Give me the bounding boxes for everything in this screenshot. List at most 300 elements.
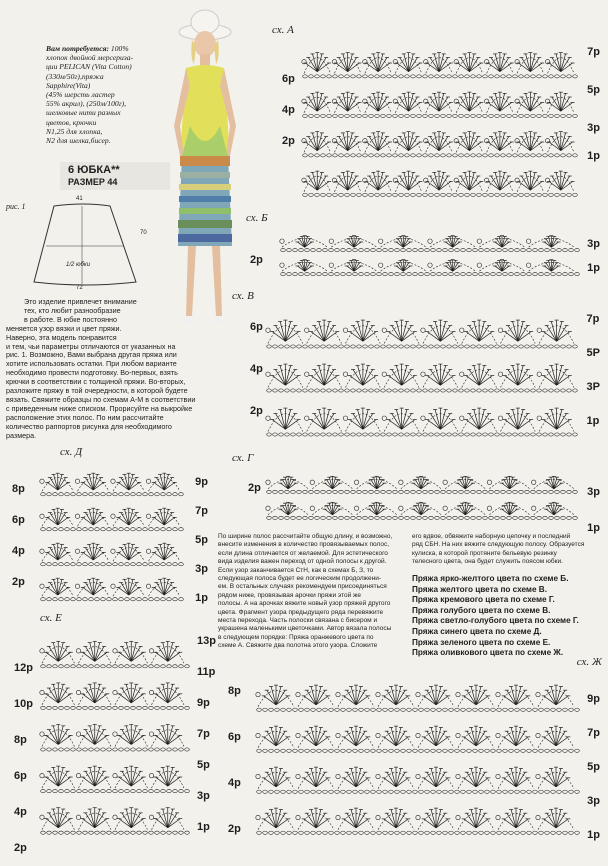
- intro-line: с приведенным ниже списком. Прорисуйте на выкройке: [6, 403, 193, 413]
- double-crochet-icon: [288, 480, 294, 489]
- chain-stitch-icon: [473, 272, 478, 275]
- chain-stitch-icon: [371, 749, 376, 752]
- chain-stitch-icon: [467, 831, 472, 834]
- intro-line: Это изделие привлечет внимание: [24, 297, 137, 306]
- picot-icon: [149, 732, 153, 736]
- row-label: 2р: [14, 842, 27, 854]
- chart-d-left-rows: [12, 474, 25, 598]
- double-crochet-icon: [168, 730, 177, 745]
- picot-icon: [354, 506, 358, 510]
- chain-stitch-icon: [537, 490, 542, 493]
- chain-stitch-icon: [471, 516, 476, 519]
- chain-stitch-icon: [333, 490, 338, 493]
- chain-stitch-icon: [413, 749, 418, 752]
- chain-stitch-icon: [77, 528, 82, 531]
- picot-icon: [537, 416, 541, 420]
- chain-stitch-icon: [309, 193, 314, 196]
- picot-icon: [40, 479, 44, 483]
- chain-stitch-icon: [489, 193, 494, 196]
- double-crochet-icon: [122, 688, 131, 703]
- chain-stitch-icon: [53, 789, 58, 792]
- stripe-item: Пряжа голубого цвета по схеме В.: [412, 605, 551, 615]
- chain-stitch-icon: [563, 708, 568, 711]
- chain-stitch-icon: [537, 75, 542, 78]
- double-crochet-icon: [547, 772, 556, 787]
- intro-line: рис. 1. Возможно, Вами выбрана другая пряжа или: [6, 350, 177, 360]
- chain-stitch-icon: [447, 75, 452, 78]
- chain-stitch-icon: [471, 114, 476, 117]
- chain-stitch-icon: [461, 749, 466, 752]
- chain-stitch-icon: [455, 248, 460, 251]
- chain-stitch-icon: [431, 790, 436, 793]
- chain-stitch-icon: [563, 749, 568, 752]
- double-crochet-icon: [93, 513, 101, 525]
- double-crochet-icon: [396, 690, 405, 705]
- chain-stitch-icon: [429, 75, 434, 78]
- picot-icon: [456, 774, 460, 778]
- picot-icon: [111, 514, 115, 518]
- chain-stitch-icon: [101, 563, 106, 566]
- chain-stitch-icon: [381, 433, 386, 436]
- chain-stitch-icon: [477, 75, 482, 78]
- chain-stitch-icon: [315, 490, 320, 493]
- chain-stitch-icon: [381, 75, 386, 78]
- chart-v-left-rows: [250, 316, 263, 422]
- chain-stitch-icon: [321, 433, 326, 436]
- double-crochet-icon: [387, 690, 396, 705]
- chain-stitch-icon: [149, 665, 154, 668]
- chain-stitch-icon: [521, 708, 526, 711]
- chain-stitch-icon: [149, 528, 154, 531]
- chain-stitch-icon: [431, 708, 436, 711]
- picot-icon: [498, 416, 502, 420]
- chain-stitch-icon: [77, 789, 82, 792]
- chain-stitch-icon: [377, 831, 382, 834]
- chain-stitch-icon: [491, 272, 496, 275]
- chain-stitch-icon: [417, 75, 422, 78]
- double-crochet-icon: [427, 731, 436, 746]
- picot-icon: [382, 328, 386, 332]
- chain-stitch-icon: [383, 708, 388, 711]
- chain-stitch-icon: [327, 193, 332, 196]
- chain-stitch-icon: [389, 708, 394, 711]
- chain-stitch-icon: [95, 706, 100, 709]
- chain-stitch-icon: [363, 345, 368, 348]
- chain-stitch-icon: [303, 114, 308, 117]
- chain-stitch-icon: [465, 75, 470, 78]
- chain-stitch-icon: [467, 248, 472, 251]
- chain-stitch-icon: [531, 193, 536, 196]
- chain-stitch-icon: [53, 528, 58, 531]
- chain-stitch-icon: [95, 598, 100, 601]
- double-crochet-icon: [440, 326, 450, 342]
- picot-icon: [149, 690, 153, 694]
- chart-a-right-rows: [587, 38, 600, 170]
- center-line: внесите изменения в количество провязываемых полос,: [218, 541, 390, 549]
- double-crochet-icon: [402, 414, 412, 430]
- picot-icon: [336, 733, 340, 737]
- picot-icon: [498, 328, 502, 332]
- double-crochet-icon: [547, 690, 556, 705]
- chain-stitch-icon: [299, 708, 304, 711]
- chain-stitch-icon: [353, 248, 358, 251]
- chain-stitch-icon: [125, 706, 130, 709]
- chain-stitch-icon: [471, 433, 476, 436]
- chain-stitch-icon: [479, 749, 484, 752]
- chain-stitch-icon: [417, 193, 422, 196]
- chart-zh-label: сх. Ж: [576, 656, 602, 668]
- double-crochet-icon: [402, 370, 412, 386]
- chain-stitch-icon: [455, 831, 460, 834]
- chain-stitch-icon: [359, 248, 364, 251]
- double-crochet-icon: [164, 478, 172, 490]
- picot-icon: [487, 480, 491, 484]
- chain-stitch-icon: [59, 665, 64, 668]
- chain-stitch-icon: [567, 516, 572, 519]
- chain-stitch-icon: [341, 749, 346, 752]
- chain-stitch-icon: [357, 345, 362, 348]
- chain-stitch-icon: [357, 389, 362, 392]
- double-crochet-icon: [347, 813, 356, 828]
- chain-stitch-icon: [281, 790, 286, 793]
- chain-stitch-icon: [431, 248, 436, 251]
- row-label: 10р: [14, 698, 33, 710]
- chain-stitch-icon: [483, 433, 488, 436]
- chain-stitch-icon: [533, 272, 538, 275]
- chart-g-right-rows: [587, 474, 600, 546]
- center-line: схеме А. Свяжите два полотна этого узора. Сложите: [218, 642, 378, 650]
- double-crochet-icon: [129, 548, 137, 560]
- picot-icon: [532, 480, 536, 484]
- row-label: 7р: [587, 727, 600, 739]
- row-label: 9р: [587, 693, 600, 705]
- picot-icon: [416, 692, 420, 696]
- double-crochet-icon: [476, 813, 485, 828]
- chain-stitch-icon: [329, 272, 334, 275]
- row-label: 3р: [195, 563, 208, 575]
- chain-stitch-icon: [113, 748, 118, 751]
- chain-stitch-icon: [89, 665, 94, 668]
- chain-stitch-icon: [275, 790, 280, 793]
- picot-icon: [376, 774, 380, 778]
- chain-stitch-icon: [381, 516, 386, 519]
- double-crochet-icon: [469, 370, 479, 386]
- chain-stitch-icon: [173, 528, 178, 531]
- chain-stitch-icon: [545, 248, 550, 251]
- picot-icon: [266, 372, 270, 376]
- chain-stitch-icon: [335, 831, 340, 834]
- double-crochet-icon: [396, 731, 405, 746]
- picot-icon: [496, 774, 500, 778]
- double-crochet-icon: [327, 506, 333, 515]
- double-crochet-icon: [459, 480, 465, 489]
- chain-stitch-icon: [497, 248, 502, 251]
- chain-stitch-icon: [309, 114, 314, 117]
- chain-stitch-icon: [311, 708, 316, 711]
- chain-stitch-icon: [263, 749, 268, 752]
- picot-icon: [378, 263, 382, 267]
- chain-stitch-icon: [317, 831, 322, 834]
- chain-stitch-icon: [441, 193, 446, 196]
- chain-stitch-icon: [269, 831, 274, 834]
- picot-icon: [296, 815, 300, 819]
- chain-stitch-icon: [375, 516, 380, 519]
- double-crochet-icon: [93, 548, 101, 560]
- chain-stitch-icon: [149, 706, 154, 709]
- double-crochet-icon: [122, 813, 131, 828]
- chain-stitch-icon: [377, 248, 382, 251]
- chain-stitch-icon: [273, 490, 278, 493]
- double-crochet-icon: [353, 414, 363, 430]
- chain-stitch-icon: [185, 665, 190, 668]
- chain-stitch-icon: [447, 193, 452, 196]
- chain-stitch-icon: [441, 75, 446, 78]
- chain-stitch-icon: [359, 831, 364, 834]
- chain-stitch-icon: [401, 831, 406, 834]
- chain-stitch-icon: [321, 193, 326, 196]
- chain-stitch-icon: [291, 389, 296, 392]
- chain-stitch-icon: [179, 665, 184, 668]
- intro-line: размера.: [6, 430, 37, 440]
- chain-stitch-icon: [435, 114, 440, 117]
- stripe-item: Пряжа желтого цвета по схеме В.: [412, 584, 547, 594]
- double-crochet-icon: [353, 326, 363, 342]
- double-crochet-icon: [436, 731, 445, 746]
- picot-icon: [532, 506, 536, 510]
- chain-stitch-icon: [47, 748, 52, 751]
- row-label: 2р: [250, 254, 263, 266]
- double-crochet-icon: [156, 583, 164, 595]
- chain-stitch-icon: [53, 598, 58, 601]
- chain-stitch-icon: [429, 193, 434, 196]
- double-crochet-icon: [85, 646, 94, 661]
- figure-side-measure: 70: [140, 230, 147, 236]
- chain-stitch-icon: [549, 345, 554, 348]
- picot-icon: [75, 514, 79, 518]
- chain-stitch-icon: [299, 749, 304, 752]
- picot-icon: [75, 549, 79, 553]
- chain-stitch-icon: [399, 75, 404, 78]
- center-text: [218, 533, 408, 651]
- chain-stitch-icon: [119, 493, 124, 496]
- chain-stitch-icon: [429, 433, 434, 436]
- chain-stitch-icon: [435, 193, 440, 196]
- chain-stitch-icon: [311, 831, 316, 834]
- chain-stitch-icon: [549, 154, 554, 157]
- chain-stitch-icon: [515, 272, 520, 275]
- chain-stitch-icon: [531, 154, 536, 157]
- chain-stitch-icon: [539, 790, 544, 793]
- chain-stitch-icon: [53, 831, 58, 834]
- chain-stitch-icon: [107, 706, 112, 709]
- picot-icon: [111, 549, 115, 553]
- chain-stitch-icon: [315, 516, 320, 519]
- double-crochet-icon: [58, 771, 67, 786]
- double-crochet-icon: [276, 772, 285, 787]
- chain-stitch-icon: [347, 248, 352, 251]
- chain-stitch-icon: [77, 748, 82, 751]
- double-crochet-icon: [396, 772, 405, 787]
- chain-stitch-icon: [89, 831, 94, 834]
- chain-stitch-icon: [395, 708, 400, 711]
- chain-stitch-icon: [405, 193, 410, 196]
- double-crochet-icon: [50, 478, 58, 490]
- chain-stitch-icon: [519, 75, 524, 78]
- chain-stitch-icon: [365, 272, 370, 275]
- chain-stitch-icon: [563, 831, 568, 834]
- chain-stitch-icon: [185, 706, 190, 709]
- double-crochet-icon: [85, 688, 94, 703]
- chain-stitch-icon: [143, 493, 148, 496]
- picot-icon: [40, 584, 44, 588]
- chain-stitch-icon: [381, 193, 386, 196]
- chain-stitch-icon: [299, 248, 304, 251]
- chain-stitch-icon: [501, 389, 506, 392]
- chain-stitch-icon: [291, 345, 296, 348]
- chain-stitch-icon: [71, 528, 76, 531]
- chain-stitch-icon: [515, 831, 520, 834]
- chain-stitch-icon: [459, 490, 464, 493]
- double-crochet-icon: [95, 646, 104, 661]
- chain-stitch-icon: [315, 345, 320, 348]
- double-crochet-icon: [436, 772, 445, 787]
- chain-stitch-icon: [371, 831, 376, 834]
- chain-stitch-icon: [449, 831, 454, 834]
- chain-stitch-icon: [395, 749, 400, 752]
- chain-stitch-icon: [417, 516, 422, 519]
- chain-stitch-icon: [531, 75, 536, 78]
- chain-stitch-icon: [359, 749, 364, 752]
- chart-v-label: сх. В: [232, 290, 254, 302]
- double-crochet-icon: [467, 690, 476, 705]
- chain-stitch-icon: [113, 528, 118, 531]
- chain-stitch-icon: [525, 114, 530, 117]
- center-line: следующая полоса будет ее логическим продолжени-: [218, 575, 381, 583]
- chain-stitch-icon: [509, 248, 514, 251]
- stripe-item: Пряжа оливкового цвета по схеме Ж.: [412, 648, 564, 658]
- chain-stitch-icon: [477, 433, 482, 436]
- chain-stitch-icon: [411, 389, 416, 392]
- chain-stitch-icon: [329, 248, 334, 251]
- chain-stitch-icon: [515, 749, 520, 752]
- chain-stitch-icon: [423, 389, 428, 392]
- chain-stitch-icon: [525, 75, 530, 78]
- chain-stitch-icon: [435, 516, 440, 519]
- chain-stitch-icon: [527, 272, 532, 275]
- chain-stitch-icon: [465, 389, 470, 392]
- chain-stitch-icon: [95, 831, 100, 834]
- chain-stitch-icon: [329, 708, 334, 711]
- chain-stitch-icon: [405, 75, 410, 78]
- double-crochet-icon: [427, 772, 436, 787]
- chain-stitch-icon: [555, 154, 560, 157]
- chain-stitch-icon: [395, 831, 400, 834]
- chain-stitch-icon: [573, 516, 578, 519]
- chain-stitch-icon: [569, 831, 574, 834]
- chain-stitch-icon: [333, 345, 338, 348]
- picot-icon: [498, 372, 502, 376]
- chain-stitch-icon: [483, 193, 488, 196]
- chain-stitch-icon: [335, 790, 340, 793]
- chain-stitch-icon: [533, 790, 538, 793]
- chain-stitch-icon: [125, 665, 130, 668]
- chain-stitch-icon: [545, 749, 550, 752]
- chain-stitch-icon: [303, 516, 308, 519]
- chain-stitch-icon: [513, 433, 518, 436]
- chain-stitch-icon: [107, 748, 112, 751]
- chain-stitch-icon: [519, 516, 524, 519]
- row-label: 8р: [228, 685, 241, 697]
- chain-stitch-icon: [365, 749, 370, 752]
- chain-stitch-icon: [545, 708, 550, 711]
- chain-stitch-icon: [399, 193, 404, 196]
- chain-stitch-icon: [465, 193, 470, 196]
- chain-stitch-icon: [89, 706, 94, 709]
- chain-stitch-icon: [513, 154, 518, 157]
- chain-stitch-icon: [497, 790, 502, 793]
- chain-stitch-icon: [339, 516, 344, 519]
- chain-stitch-icon: [521, 831, 526, 834]
- picot-icon: [336, 774, 340, 778]
- picot-icon: [146, 549, 150, 553]
- chain-stitch-icon: [447, 345, 452, 348]
- chain-stitch-icon: [561, 516, 566, 519]
- chain-stitch-icon: [273, 345, 278, 348]
- chain-stitch-icon: [339, 433, 344, 436]
- double-crochet-icon: [307, 731, 316, 746]
- chain-stitch-icon: [407, 831, 412, 834]
- double-crochet-icon: [476, 772, 485, 787]
- row-label: 2р: [228, 823, 241, 835]
- chain-stitch-icon: [95, 528, 100, 531]
- chain-stitch-icon: [519, 345, 524, 348]
- chain-stitch-icon: [573, 490, 578, 493]
- double-crochet-icon: [415, 480, 421, 489]
- chain-stitch-icon: [501, 345, 506, 348]
- chart-v-pattern: [232, 290, 606, 446]
- chain-stitch-icon: [369, 75, 374, 78]
- chain-stitch-icon: [507, 75, 512, 78]
- intro-text: [6, 298, 214, 441]
- chain-stitch-icon: [405, 114, 410, 117]
- chain-stitch-icon: [551, 831, 556, 834]
- chain-stitch-icon: [359, 708, 364, 711]
- materials-line: 100%: [110, 44, 129, 53]
- picot-icon: [376, 692, 380, 696]
- double-crochet-icon: [49, 646, 58, 661]
- chain-stitch-icon: [303, 490, 308, 493]
- double-crochet-icon: [332, 506, 338, 515]
- double-crochet-icon: [479, 326, 489, 342]
- chain-stitch-icon: [351, 345, 356, 348]
- chain-stitch-icon: [437, 248, 442, 251]
- chain-stitch-icon: [399, 433, 404, 436]
- chain-stitch-icon: [65, 831, 70, 834]
- chain-stitch-icon: [483, 114, 488, 117]
- materials-line: 55% акрил), (250м/100г),: [46, 99, 127, 109]
- chain-stitch-icon: [515, 790, 520, 793]
- chain-stitch-icon: [353, 708, 358, 711]
- chain-stitch-icon: [491, 248, 496, 251]
- stripe-list: [412, 574, 607, 659]
- double-crochet-icon: [95, 688, 104, 703]
- chain-stitch-icon: [387, 154, 392, 157]
- chain-stitch-icon: [425, 248, 430, 251]
- picot-icon: [40, 732, 44, 736]
- double-crochet-icon: [122, 646, 131, 661]
- chain-stitch-icon: [371, 790, 376, 793]
- chain-stitch-icon: [101, 789, 106, 792]
